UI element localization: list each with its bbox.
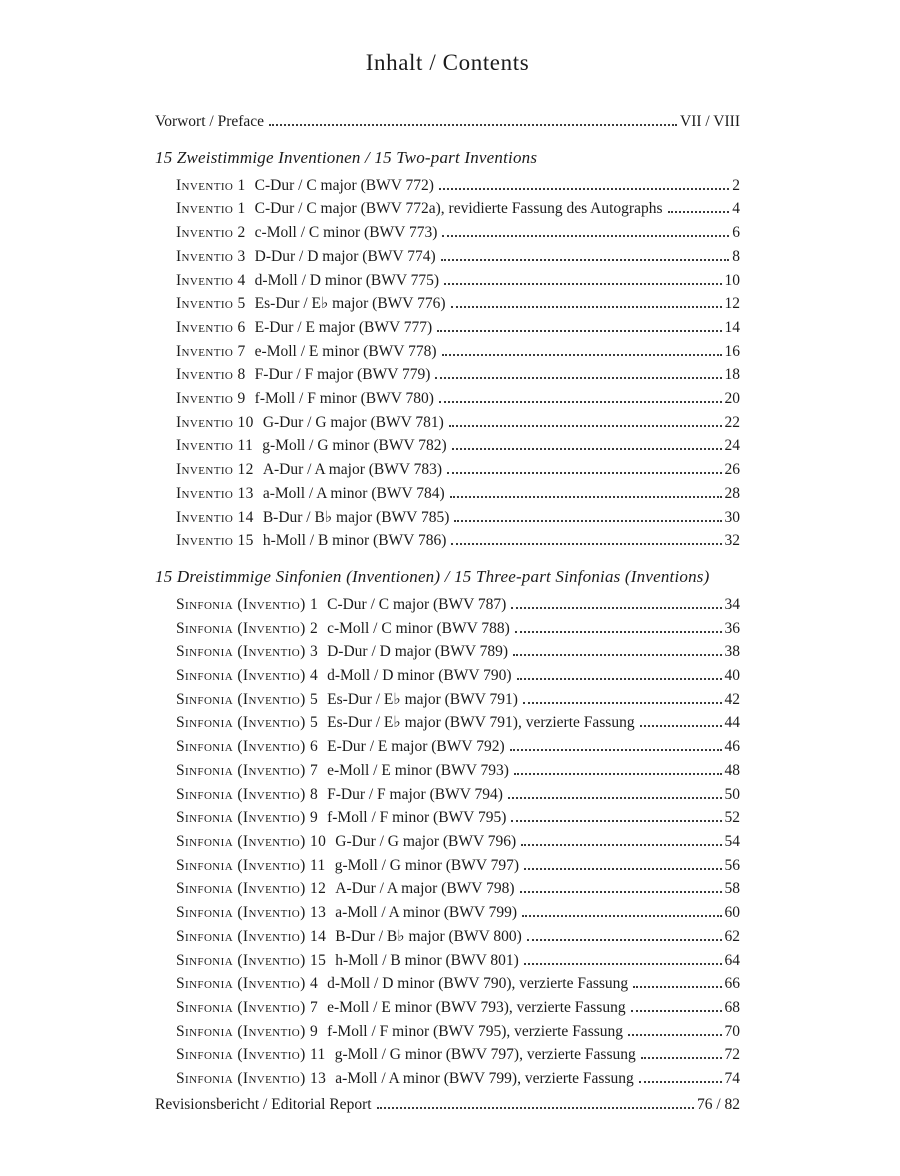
- section-heading: 15 Dreistimmige Sinfonien (Inventionen) / 15 Three-part Sinfonias (Inventions): [155, 566, 710, 586]
- entry-description: e-Moll / E minor (BWV 778): [254, 342, 437, 360]
- toc-entry: [155, 221, 740, 245]
- entry-label: Sinfonia (Inventio) 11: [176, 1046, 326, 1064]
- dot-leader: [454, 520, 721, 522]
- entry-description: d-Moll / D minor (BWV 775): [254, 271, 440, 289]
- entry-label: Sinfonia (Inventio) 3: [176, 643, 319, 661]
- dot-leader: [640, 725, 722, 727]
- dot-leader: [523, 702, 722, 704]
- entry-description: h-Moll / B minor (BWV 786): [262, 532, 447, 550]
- dot-leader: [451, 306, 722, 308]
- page-title: Inhalt / Contents: [365, 50, 530, 75]
- entry-page-number: 32: [724, 532, 740, 550]
- entry-page-number: 22: [724, 413, 740, 431]
- entry-label: Inventio 3: [176, 247, 246, 265]
- toc-entry: [155, 340, 740, 364]
- dot-leader: [641, 1057, 722, 1059]
- dot-leader: [377, 1107, 694, 1109]
- entry-label: Sinfonia (Inventio) 4: [176, 667, 319, 685]
- toc-entry: [155, 245, 740, 269]
- dot-leader: [633, 986, 721, 988]
- entry-label: Sinfonia (Inventio) 7: [176, 998, 319, 1016]
- dot-leader: [442, 235, 729, 237]
- entry-label: Sinfonia (Inventio) 7: [176, 761, 319, 779]
- entry-label: Sinfonia (Inventio) 1: [176, 595, 319, 613]
- toc-entry: [155, 664, 740, 688]
- dot-leader: [269, 124, 677, 126]
- dot-leader: [511, 607, 721, 609]
- toc-entry: [155, 617, 740, 641]
- entry-description: a-Moll / A minor (BWV 784): [262, 484, 445, 502]
- dot-leader: [439, 188, 729, 190]
- toc-section: [155, 146, 740, 553]
- entry-label: Sinfonia (Inventio) 11: [176, 856, 326, 874]
- toc-entry: [155, 759, 740, 783]
- toc-entry: [155, 411, 740, 435]
- entry-page-number: 24: [724, 437, 740, 455]
- toc-entry: [155, 711, 740, 735]
- entry-page-number: 10: [724, 271, 740, 289]
- entry-page-number: 8: [732, 247, 740, 265]
- entry-description: Es-Dur / E♭ major (BWV 776): [254, 295, 446, 313]
- preface-label: Vorwort / Preface: [155, 113, 265, 130]
- entry-description: a-Moll / A minor (BWV 799): [335, 904, 518, 922]
- toc-entry: [155, 806, 740, 830]
- toc-entry: [155, 387, 740, 411]
- dot-leader: [521, 844, 721, 846]
- entry-label: Inventio 12: [176, 461, 254, 479]
- entry-description: h-Moll / B minor (BWV 801): [335, 951, 519, 969]
- entry-description: G-Dur / G major (BWV 796): [335, 832, 517, 850]
- dot-leader: [508, 797, 722, 799]
- entry-page-number: 4: [732, 200, 740, 218]
- toc-entry: [155, 434, 740, 458]
- entry-label: Sinfonia (Inventio) 8: [176, 785, 319, 803]
- entry-description: A-Dur / A major (BWV 783): [262, 461, 443, 479]
- entry-description: Es-Dur / E♭ major (BWV 791), verzierte Fassung: [327, 714, 635, 732]
- entry-description: F-Dur / F major (BWV 779): [254, 366, 431, 384]
- entry-description: C-Dur / C major (BWV 772): [254, 176, 434, 194]
- entry-page-number: 14: [724, 318, 740, 336]
- entry-description: G-Dur / G major (BWV 781): [262, 413, 444, 431]
- entry-label: Inventio 7: [176, 342, 246, 360]
- dot-leader: [628, 1034, 721, 1036]
- entry-page-number: 60: [724, 904, 740, 922]
- entry-page-number: 36: [724, 619, 740, 637]
- entry-page-number: 64: [724, 951, 740, 969]
- dot-leader: [517, 678, 722, 680]
- dot-leader: [435, 377, 721, 379]
- dot-leader: [527, 939, 722, 941]
- entry-label: Inventio 1: [176, 176, 246, 194]
- entry-label: Inventio 4: [176, 271, 246, 289]
- entry-page-number: 2: [732, 176, 740, 194]
- entry-description: C-Dur / C major (BWV 772a), revidierte Fassung des Autographs: [254, 200, 663, 218]
- entry-description: E-Dur / E major (BWV 792): [327, 738, 505, 756]
- entry-description: e-Moll / E minor (BWV 793): [327, 761, 509, 779]
- entry-page-number: 40: [724, 667, 740, 685]
- entry-page-number: 6: [732, 224, 740, 242]
- entry-page-number: 42: [724, 690, 740, 708]
- entry-page-number: 30: [724, 508, 740, 526]
- entry-page-number: 38: [724, 643, 740, 661]
- entry-description: C-Dur / C major (BWV 787): [327, 595, 507, 613]
- toc-entry: [155, 1043, 740, 1067]
- entry-description: f-Moll / F minor (BWV 780): [254, 390, 434, 408]
- entry-label: Inventio 13: [176, 484, 254, 502]
- toc-entry: [155, 363, 740, 387]
- preface-page-number: VII / VIII: [680, 113, 740, 130]
- entry-page-number: 18: [724, 366, 740, 384]
- dot-leader: [524, 868, 721, 870]
- toc-entry: [155, 783, 740, 807]
- toc-entry: [155, 197, 740, 221]
- entry-label: Sinfonia (Inventio) 6: [176, 738, 319, 756]
- dot-leader: [668, 211, 730, 213]
- section-heading: 15 Zweistimmige Inventionen / 15 Two-part Inventions: [155, 147, 538, 167]
- entry-label: Inventio 8: [176, 366, 246, 384]
- entry-label: Inventio 6: [176, 318, 246, 336]
- entry-description: d-Moll / D minor (BWV 790): [327, 667, 512, 685]
- entry-description: f-Moll / F minor (BWV 795), verzierte Fassung: [327, 1022, 624, 1040]
- entry-description: g-Moll / G minor (BWV 797): [334, 856, 520, 874]
- entry-label: Inventio 15: [176, 532, 254, 550]
- toc-section: [155, 565, 740, 1091]
- toc-entry: [155, 830, 740, 854]
- entry-label: Sinfonia (Inventio) 12: [176, 880, 327, 898]
- entry-page-number: 74: [724, 1070, 740, 1088]
- entry-description: f-Moll / F minor (BWV 795): [327, 809, 507, 827]
- entry-page-number: 48: [724, 761, 740, 779]
- toc-entry: [155, 316, 740, 340]
- toc-entry: [155, 996, 740, 1020]
- toc-entry: [155, 529, 740, 553]
- entry-page-number: 58: [724, 880, 740, 898]
- dot-leader: [631, 1010, 722, 1012]
- toc-entry: [155, 1067, 740, 1091]
- toc-entry: [155, 1020, 740, 1044]
- entry-label: Inventio 10: [176, 413, 254, 431]
- entry-description: g-Moll / G minor (BWV 782): [262, 437, 447, 455]
- entry-description: B-Dur / B♭ major (BWV 800): [335, 927, 522, 945]
- dot-leader: [511, 820, 721, 822]
- dot-leader: [450, 496, 722, 498]
- entry-description: d-Moll / D minor (BWV 790), verzierte Fassung: [327, 975, 629, 993]
- toc-entry: [155, 877, 740, 901]
- entry-page-number: 44: [724, 714, 740, 732]
- entry-description: c-Moll / C minor (BWV 788): [327, 619, 510, 637]
- entry-label: Inventio 5: [176, 295, 246, 313]
- entry-label: Sinfonia (Inventio) 5: [176, 690, 319, 708]
- entry-label: Sinfonia (Inventio) 2: [176, 619, 319, 637]
- entry-page-number: 62: [724, 927, 740, 945]
- entry-description: F-Dur / F major (BWV 794): [327, 785, 503, 803]
- section-entries: [155, 174, 740, 553]
- dot-leader: [444, 283, 721, 285]
- entry-description: g-Moll / G minor (BWV 797), verzierte Fassung: [334, 1046, 636, 1064]
- toc-entry: [155, 174, 740, 198]
- toc-entry: [155, 269, 740, 293]
- editorial-report-page-number: 76 / 82: [696, 1095, 740, 1113]
- entry-label: Inventio 11: [176, 437, 254, 455]
- toc-sections: [155, 146, 740, 1091]
- entry-page-number: 20: [724, 390, 740, 408]
- entry-page-number: 12: [724, 295, 740, 313]
- entry-label: Inventio 14: [176, 508, 254, 526]
- entry-page-number: 50: [724, 785, 740, 803]
- entry-description: e-Moll / E minor (BWV 793), verzierte Fassung: [327, 998, 626, 1016]
- entry-page-number: 70: [724, 1022, 740, 1040]
- entry-page-number: 46: [724, 738, 740, 756]
- entry-page-number: 52: [724, 809, 740, 827]
- toc-entry: [155, 593, 740, 617]
- entry-page-number: 26: [724, 461, 740, 479]
- dot-leader: [451, 543, 721, 545]
- entry-description: Es-Dur / E♭ major (BWV 791): [327, 690, 518, 708]
- entry-page-number: 66: [724, 975, 740, 993]
- toc-entry: [155, 640, 740, 664]
- dot-leader: [515, 631, 722, 633]
- entry-description: A-Dur / A major (BWV 798): [335, 880, 515, 898]
- entry-description: D-Dur / D major (BWV 789): [327, 643, 509, 661]
- dot-leader: [441, 259, 730, 261]
- dot-leader: [524, 963, 722, 965]
- entry-page-number: 54: [724, 832, 740, 850]
- entry-label: Inventio 9: [176, 390, 246, 408]
- entry-label: Sinfonia (Inventio) 10: [176, 832, 327, 850]
- entry-label: Sinfonia (Inventio) 13: [176, 904, 327, 922]
- toc-entry: [155, 925, 740, 949]
- editorial-report-entry: [155, 1093, 740, 1117]
- editorial-report-label: Revisionsbericht / Editorial Report: [155, 1095, 372, 1113]
- entry-label: Sinfonia (Inventio) 13: [176, 1070, 327, 1088]
- toc-entry: [155, 506, 740, 530]
- dot-leader: [514, 773, 722, 775]
- entry-description: c-Moll / C minor (BWV 773): [254, 224, 438, 242]
- entry-description: D-Dur / D major (BWV 774): [254, 247, 436, 265]
- dot-leader: [442, 354, 722, 356]
- toc-entry: [155, 688, 740, 712]
- dot-leader: [449, 425, 722, 427]
- dot-leader: [513, 654, 721, 656]
- toc-entry: [155, 735, 740, 759]
- entry-description: B-Dur / B♭ major (BWV 785): [262, 508, 450, 526]
- toc-entry: [155, 949, 740, 973]
- entry-label: Sinfonia (Inventio) 9: [176, 1022, 319, 1040]
- entry-page-number: 28: [724, 484, 740, 502]
- dot-leader: [452, 448, 722, 450]
- entry-label: Sinfonia (Inventio) 15: [176, 951, 327, 969]
- dot-leader: [437, 330, 721, 332]
- entry-label: Sinfonia (Inventio) 5: [176, 714, 319, 732]
- dot-leader: [639, 1081, 722, 1083]
- entry-label: Sinfonia (Inventio) 14: [176, 927, 327, 945]
- entry-page-number: 56: [724, 856, 740, 874]
- entry-page-number: 34: [724, 595, 740, 613]
- section-entries: [155, 593, 740, 1091]
- entry-label: Sinfonia (Inventio) 4: [176, 975, 319, 993]
- entry-label: Sinfonia (Inventio) 9: [176, 809, 319, 827]
- toc-entry: [155, 292, 740, 316]
- toc-entry: [155, 854, 740, 878]
- entry-page-number: 72: [724, 1046, 740, 1064]
- toc-entry: [155, 482, 740, 506]
- entry-label: Inventio 1: [176, 200, 246, 218]
- dot-leader: [522, 915, 721, 917]
- dot-leader: [510, 749, 722, 751]
- dot-leader: [447, 472, 721, 474]
- entry-page-number: 68: [724, 998, 740, 1016]
- preface-entry: [155, 110, 740, 134]
- dot-leader: [439, 401, 722, 403]
- entry-description: E-Dur / E major (BWV 777): [254, 318, 433, 336]
- toc-entry: [155, 972, 740, 996]
- toc-entry: [155, 901, 740, 925]
- dot-leader: [520, 891, 722, 893]
- entry-page-number: 16: [724, 342, 740, 360]
- entry-label: Inventio 2: [176, 224, 246, 242]
- toc-entry: [155, 458, 740, 482]
- entry-description: a-Moll / A minor (BWV 799), verzierte Fassung: [335, 1070, 634, 1088]
